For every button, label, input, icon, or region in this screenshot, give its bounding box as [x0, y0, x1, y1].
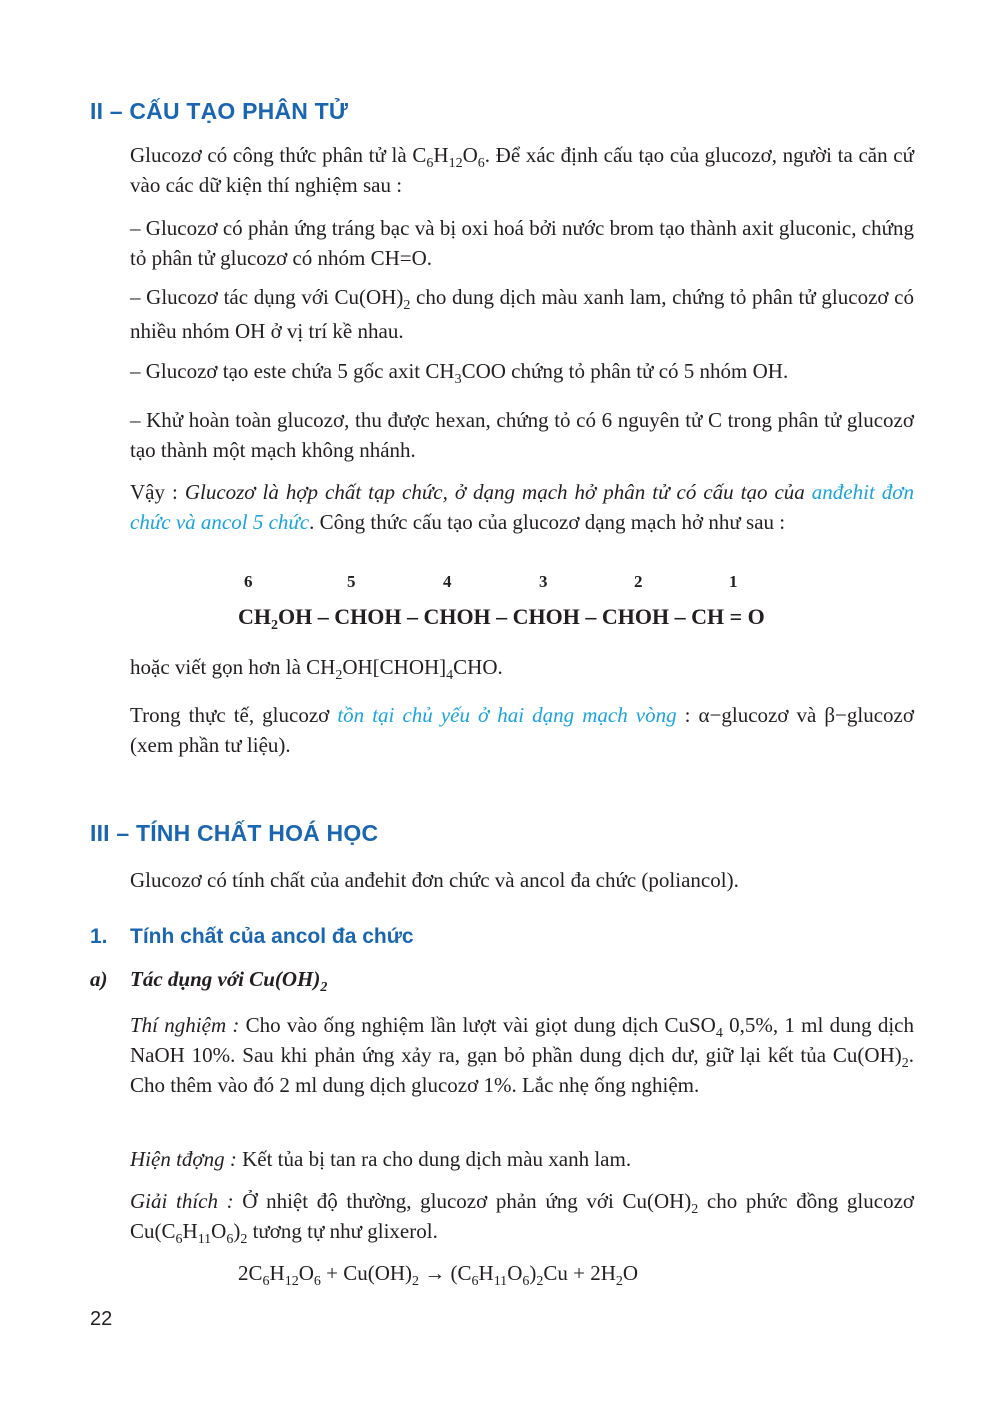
intro-paragraph: Glucozơ có công thức phân tử là $C_6H_{12}O_6$. Để xác định cấu tạo của glucozơ, người ta căn cứ vào các dữ kiện thí nghiệm sau :	[130, 143, 915, 197]
reaction-equation: $2C_6H_{12}O_6 + Cu(OH)_2 \to (C_6H_{11}O_6)_2Cu + 2H_2O$	[238, 1261, 639, 1289]
carbon-number: 6	[244, 572, 253, 591]
subsection-a-heading: a) Tác dụng với $Cu(OH)_2$	[90, 967, 328, 995]
conclusion-paragraph: Vậy : Glucozơ là hợp chất tạp chức, ở dạng mạch hở phân tử có cấu tạo của anđehit đơn chức và ancol 5 chức. Công thức cấu tạo của glucozơ dạng mạch hở như sau :	[130, 480, 914, 534]
carbon-numbering	[0, 572, 1004, 596]
carbon-number: 2	[634, 572, 643, 591]
evidence-bullet-2: – Glucozơ tác dụng với $Cu(OH)_2$ cho dung dịch màu xanh lam, chứng tỏ phân tử glucozơ có nhiều nhóm OH ở vị trí kề nhau.	[130, 285, 914, 343]
evidence-bullet-4: – Khử hoàn toàn glucozơ, thu được hexan, chứng tỏ có 6 nguyên tử C trong phân tử glucozơ tạo thành một mạch không nhánh.	[130, 408, 914, 462]
experiment-paragraph: Thí nghiệm : Cho vào ống nghiệm lần lượt vài giọt dung dịch CuSO$_4$ 0,5%, 1 ml dung dịch NaOH 10%. Sau khi phản ứng xảy ra, gạn bỏ phần dung dịch dư, giữ lại kết tủa $Cu(OH)_2$. Cho thêm vào đó 2 ml dung dịch glucozơ 1%. Lắc nhẹ ống nghiệm.	[130, 1013, 914, 1097]
evidence-bullet-3: – Glucozơ tạo este chứa 5 gốc axit $CH_3COO$ chứng tỏ phân tử có 5 nhóm OH.	[130, 359, 789, 387]
explanation-paragraph: Giải thích : Ở nhiệt độ thường, glucozơ phản ứng với $Cu(OH)_2$ cho phức đồng glucozơ $Cu(C_6H_{11}O_6)_2$ tương tự như glixerol.	[130, 1189, 914, 1247]
chemical-properties-intro: Glucozơ có tính chất của anđehit đơn chức và ancol đa chức (poliancol).	[130, 868, 739, 892]
condensed-formula-line: hoặc viết gọn hơn là $CH_2OH[CHOH]_4CHO$.	[130, 655, 503, 683]
carbon-number: 3	[539, 572, 548, 591]
phenomenon-paragraph: Hiện tđợng : Kết tủa bị tan ra cho dung dịch màu xanh lam.	[130, 1147, 632, 1171]
evidence-bullet-1: – Glucozơ có phản ứng tráng bạc và bị oxi hoá bởi nước brom tạo thành axit gluconic, chứng tỏ phân tử glucozơ có nhóm CH=O.	[130, 216, 914, 270]
arrow-icon: →	[419, 1261, 451, 1285]
section-2-heading: II – CẤU TẠO PHÂN TỬ	[90, 98, 349, 124]
subsection-1-heading: 1. Tính chất của ancol đa chức	[90, 925, 414, 948]
glucose-structural-formula: $CH_2OH$ – CHOH – CHOH – CHOH – CHOH – CH = O	[238, 604, 765, 633]
carbon-number: 1	[729, 572, 738, 591]
carbon-number: 5	[347, 572, 356, 591]
ring-forms-paragraph: Trong thực tế, glucozơ tồn tại chủ yếu ở hai dạng mạch vòng : α−glucozơ và β−glucozơ (xem phần tư liệu).	[130, 703, 914, 757]
carbon-number: 4	[443, 572, 452, 591]
section-3-heading: III – TÍNH CHẤT HOÁ HỌC	[90, 820, 379, 846]
page-number: 22	[90, 1308, 113, 1330]
